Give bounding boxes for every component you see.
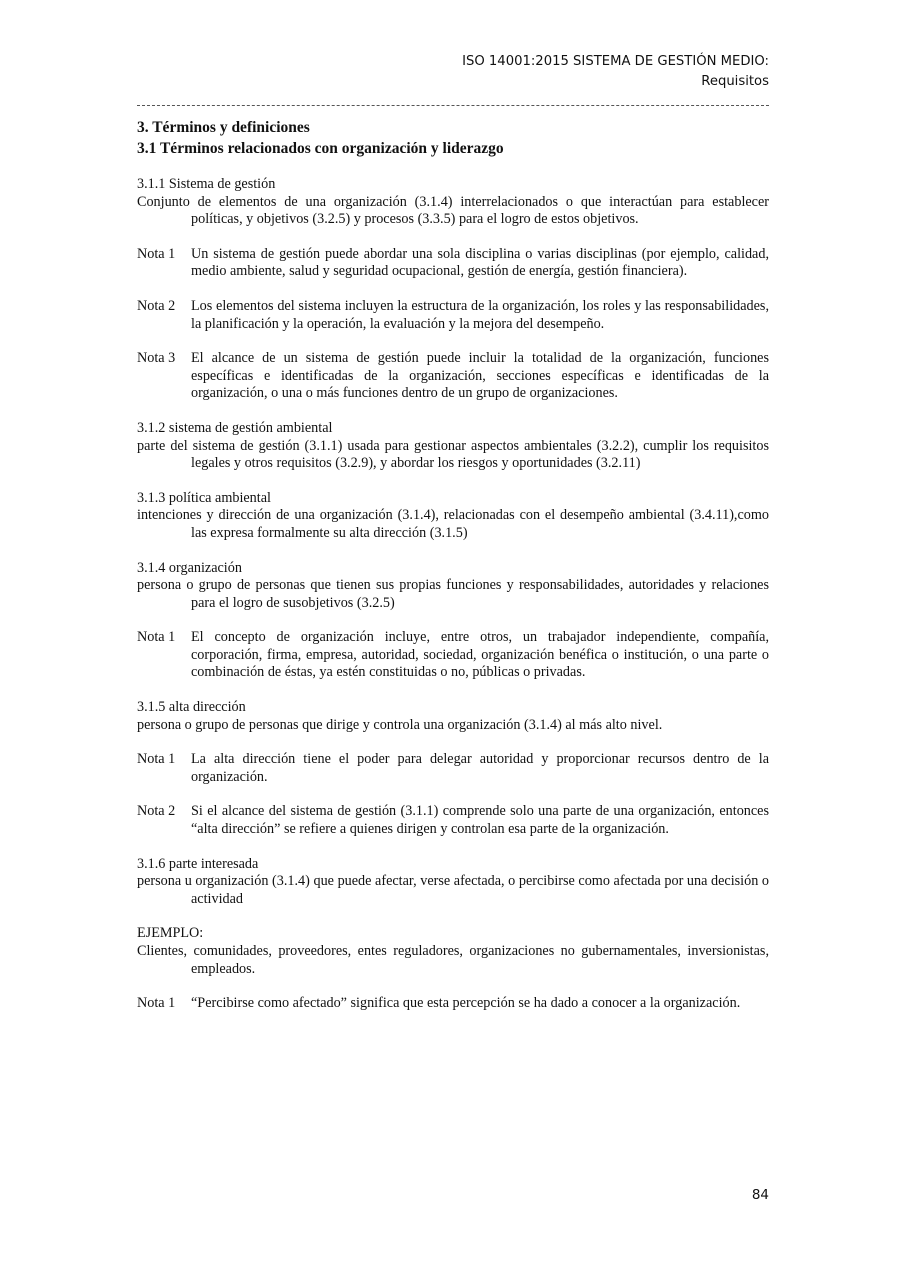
note-label: Nota 2 bbox=[137, 297, 176, 314]
document-body bbox=[137, 117, 769, 1013]
note-label: Nota 3 bbox=[137, 350, 176, 367]
term-block bbox=[137, 420, 769, 473]
header-subtitle: Requisitos bbox=[701, 74, 769, 89]
term-block bbox=[137, 176, 769, 229]
term-title: 3.1.3 política ambiental bbox=[137, 489, 271, 506]
term-title: 3.1.6 parte interesada bbox=[137, 855, 259, 872]
note-label: Nota 1 bbox=[137, 245, 176, 262]
note-text: Los elementos del sistema incluyen la estructura de la organización, los roles y las responsabilidades, la planificación y la operación, la evaluación y la mejora del desempeño. bbox=[191, 297, 769, 332]
note-text: El alcance de un sistema de gestión puede incluir la totalidad de la organización, funciones específicas e identificadas de la organización, secciones específicas e identificadas de la organización, o una o más funciones dentro de un grupo de organizaciones. bbox=[191, 350, 769, 402]
term-definition: intenciones y dirección de una organización (3.1.4), relacionadas con el desempeño ambiental (3.4.11),como las expresa formalmente su alta dirección (3.1.5) bbox=[137, 507, 769, 541]
note-label: Nota 1 bbox=[137, 995, 176, 1012]
example-block bbox=[137, 925, 769, 978]
note bbox=[137, 246, 769, 281]
note-text: “Percibirse como afectado” significa que esta percepción se ha dado a conocer a la organización. bbox=[191, 995, 741, 1012]
header-title: ISO 14001:2015 SISTEMA DE GESTIÓN MEDIO: bbox=[462, 54, 769, 69]
term-title: 3.1.5 alta dirección bbox=[137, 699, 246, 716]
note-label: Nota 1 bbox=[137, 629, 176, 646]
term-definition: persona o grupo de personas que dirige y controla una organización (3.1.4) al más alto nivel. bbox=[137, 716, 663, 733]
page-number: 84 bbox=[751, 1187, 769, 1203]
note-label: Nota 2 bbox=[137, 803, 176, 820]
note bbox=[137, 751, 769, 786]
note bbox=[137, 298, 769, 333]
term-definition: persona o grupo de personas que tienen sus propias funciones y responsabilidades, autoridades y relaciones para el logro de susobjetivos (3.2.5) bbox=[137, 577, 769, 611]
term-block bbox=[137, 699, 769, 734]
note bbox=[137, 803, 769, 838]
term-block bbox=[137, 560, 769, 613]
example-title: EJEMPLO: bbox=[137, 925, 204, 942]
note bbox=[137, 350, 769, 403]
term-definition: Conjunto de elementos de una organización (3.1.4) interrelacionados o que interactúan para establecer políticas, y objetivos (3.2.5) y procesos (3.3.5) para el logro de estos objetivos. bbox=[137, 193, 769, 228]
note-text: Si el alcance del sistema de gestión (3.1.1) comprende solo una parte de una organización, entonces “alta dirección” se refiere a quienes dirigen y controlan esa parte de la organización. bbox=[191, 803, 769, 838]
example-text: Clientes, comunidades, proveedores, entes reguladores, organizaciones no gubernamentales, inversionistas, empleados. bbox=[137, 943, 769, 977]
term-block bbox=[137, 856, 769, 909]
term-title: 3.1.2 sistema de gestión ambiental bbox=[137, 419, 333, 436]
running-header bbox=[462, 52, 769, 92]
term-definition: parte del sistema de gestión (3.1.1) usada para gestionar aspectos ambientales (3.2.2), cumplir los requisitos legales y otros requisitos (3.2.9), y abordar los riesgos y oportunidades (3.2.11) bbox=[137, 437, 769, 472]
note-label: Nota 1 bbox=[137, 751, 176, 768]
note bbox=[137, 995, 769, 1013]
note bbox=[137, 629, 769, 682]
term-title: 3.1.4 organización bbox=[137, 559, 242, 576]
section-title: 3. Términos y definiciones bbox=[137, 119, 310, 136]
note-text: Un sistema de gestión puede abordar una sola disciplina o varias disciplinas (por ejemplo, calidad, medio ambiente, salud y seguridad ocupacional, gestión de energía, gestión financiera). bbox=[191, 245, 769, 280]
note-text: La alta dirección tiene el poder para delegar autoridad y proporcionar recursos dentro de la organización. bbox=[191, 751, 769, 785]
note-text: El concepto de organización incluye, entre otros, un trabajador independiente, compañía, corporación, firma, empresa, autoridad, sociedad, organización benéfica o institución, o una parte o combinación de éstas, ya estén constituidas o no, públicas o privadas. bbox=[191, 629, 769, 681]
term-block bbox=[137, 490, 769, 543]
term-definition: persona u organización (3.1.4) que puede afectar, verse afectada, o percibirse como afectada por una decisión o actividad bbox=[137, 873, 769, 907]
subsection-title: 3.1 Términos relacionados con organización y liderazgo bbox=[137, 140, 504, 157]
term-title: 3.1.1 Sistema de gestión bbox=[137, 176, 276, 192]
header-divider bbox=[137, 97, 769, 106]
